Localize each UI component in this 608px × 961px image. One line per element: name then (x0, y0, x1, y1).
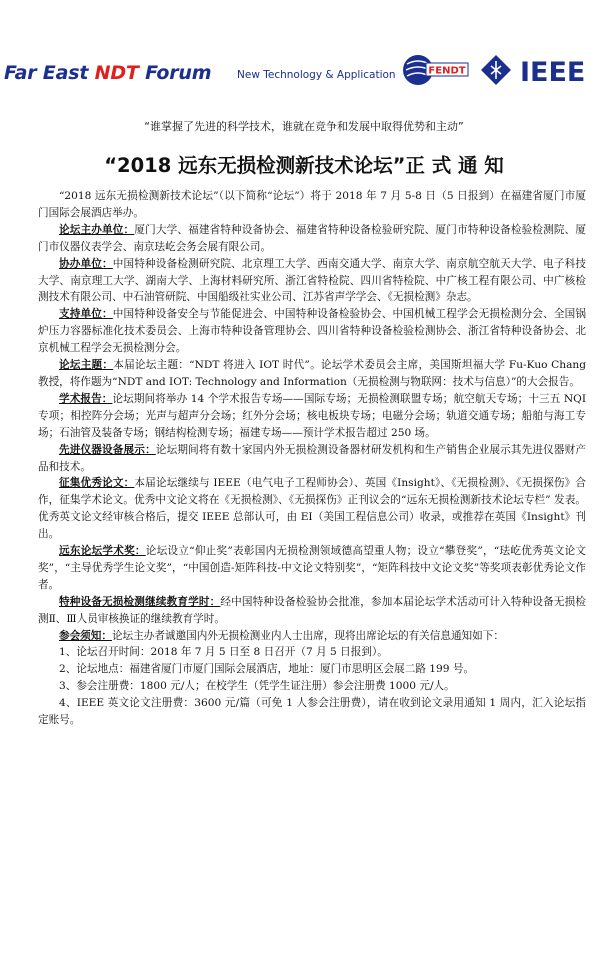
section-label: 支持单位： (59, 308, 113, 321)
brand-ndt: NDT (94, 62, 139, 84)
notice-item-fee: 3、参会注册费：1800 元/人；在校学生（凭学生证注册）参会注册费 1000 元/人。 (59, 680, 455, 693)
page-title: “2018 远东无损检测新技术论坛”正 式 通 知 (104, 154, 504, 177)
section-text: 厦门大学、福建省特种设备协会、福建省特种设备检验研究院、厦门市特种设备检验检测院、厦门市仪器仪表学会、南京珐屹会务会展有限公司。 (38, 223, 586, 253)
section-exhibition (38, 442, 586, 476)
section-text: 经中国特种设备检验协会批准，参加本届论坛学术活动可计入特种设备无损检测Ⅱ、Ⅲ人员审核换证的继续教育学时。 (38, 595, 587, 625)
notice-item-time: 1、论坛召开时间：2018 年 7 月 5 日至 8 日召开（7 月 5 日报到）。 (59, 646, 388, 659)
section-education (38, 594, 586, 628)
section-awards (38, 543, 586, 594)
svg-text:FENDT: FENDT (428, 65, 466, 77)
notice-item-ieee-fee: 4、IEEE 英文论文注册费：3600 元/篇（可免 1 人参会注册费），请在收到论文录用通知 1 周内，汇入论坛指定账号。 (38, 697, 586, 727)
notice-body (38, 188, 586, 729)
fendt-logo-icon (400, 50, 470, 90)
section-label: 征集优秀论文： (59, 477, 135, 490)
section-text: 论坛主办者诚邀国内外无损检测业内人士出席，现将出席论坛的有关信息通知如下： (111, 629, 504, 642)
section-supporters (38, 306, 586, 357)
section-theme (38, 357, 586, 391)
section-text: 本届论坛主题：“NDT 将进入 IOT 时代”。论坛学术委员会主席，美国斯坦福大学 Fu-Kuo Chang 教授，将作题为“NDT and IOT: Technology and Information（无损检测与物联网：技术与信息）”的大会报告。 (38, 359, 587, 388)
notice-item-venue: 2、论坛地点：福建省厦门市厦门国际会展酒店，地址：厦门市思明区会展二路 199 号。 (59, 663, 475, 676)
section-label: 参会须知： (59, 629, 112, 642)
section-label: 协办单位： (59, 257, 113, 270)
section-reports (38, 391, 586, 442)
section-text: 论坛期间将有数十家国内外无损检测设备器材研发机构和生产销售企业展示其先进仪器财产品和技术。 (38, 443, 586, 473)
section-papers (38, 475, 586, 543)
section-text: 中国特种设备安全与节能促进会、中国特种设备检验协会、中国机械工程学会无损检测分会、全国锅炉压力容器标准化技术委员会、上海市特种设备管理协会、四川省特种设备检验检测协会、浙江省特种设备协会、北京机械工程学会无损检测分会。 (38, 308, 587, 355)
section-text: 论坛设立“仰止奖”表彰国内无损检测领域德高望重人物；设立“攀登奖”，“珐屹优秀英文论文奖”，“主导优秀学生论文奖”，“中国创造-矩阵科技-中文论文特别奖”，“矩阵科技中文论文奖”等奖项表彰优秀论文作者。 (38, 545, 587, 591)
section-text: 本届论坛继续与 IEEE（电气电子工程师协会）、英国《Insight》、《无损检测》、《无损探伤》合作，征集学术论文。优秀中文论文将在《无损检测》、《无损探伤》正刊议会的“远东无损检测新技术论坛专栏” 发表。优秀英文论文经审核合格后，提交 IEEE 总部认可，由 EI（美国工程信息公司）收录，或推荐在英国《Insight》刊出。 (38, 477, 586, 541)
section-notice (38, 628, 586, 645)
section-organizers (38, 222, 586, 256)
slogan: “谁掌握了先进的科学技术，谁就在竞争和发展中取得优势和主动” (144, 120, 464, 133)
svg-text:IEEE: IEEE (520, 57, 586, 88)
section-label: 特种设备无损检测继续教育学时： (59, 595, 221, 608)
section-label: 远东论坛学术奖： (59, 545, 146, 558)
brand-subtitle: New Technology & Application (237, 69, 396, 81)
section-label: 学术报告： (59, 392, 113, 405)
section-label: 论坛主题： (59, 359, 114, 372)
section-co-organizers (38, 256, 586, 307)
page-header (0, 38, 608, 98)
intro-paragraph: “2018 远东无损检测新技术论坛”（以下简称“论坛”）将于 2018 年 7 月 5-8 日（5 日报到）在福建省厦门市厦门国际会展酒店举办。 (38, 190, 586, 219)
section-text: 论坛期间将举办 14 个学术报告专场——国际专场；无损检测联盟专场；航空航天专场；十三五 NQI 专项；相控阵分会场；光声与超声分会场；红外分会场；核电板块专场；电磁分会场；轨道交通专场；船舶与海工专场；石油管及装备专场；钢结构检测专场；福建专场——预计学术报告超过 250 场。 (38, 392, 587, 439)
section-label: 论坛主办单位： (59, 223, 135, 236)
ieee-logo-icon (478, 52, 598, 88)
section-label: 先进仪器设备展示： (59, 443, 156, 456)
section-text: 中国特种设备检测研究院、北京理工大学、西南交通大学、南京大学、南京航空航天大学、电子科技大学、南京理工大学、湖南大学、上海材料研究所、浙江省特检院、四川省特检院、中广核工程有限公司、中广核检测技术有限公司、中石油管研院、中国船级社实业公司、江苏省声学学会、《无损检测》杂志。 (38, 257, 587, 304)
forum-brand: Far East NDT Forum (4, 62, 212, 84)
